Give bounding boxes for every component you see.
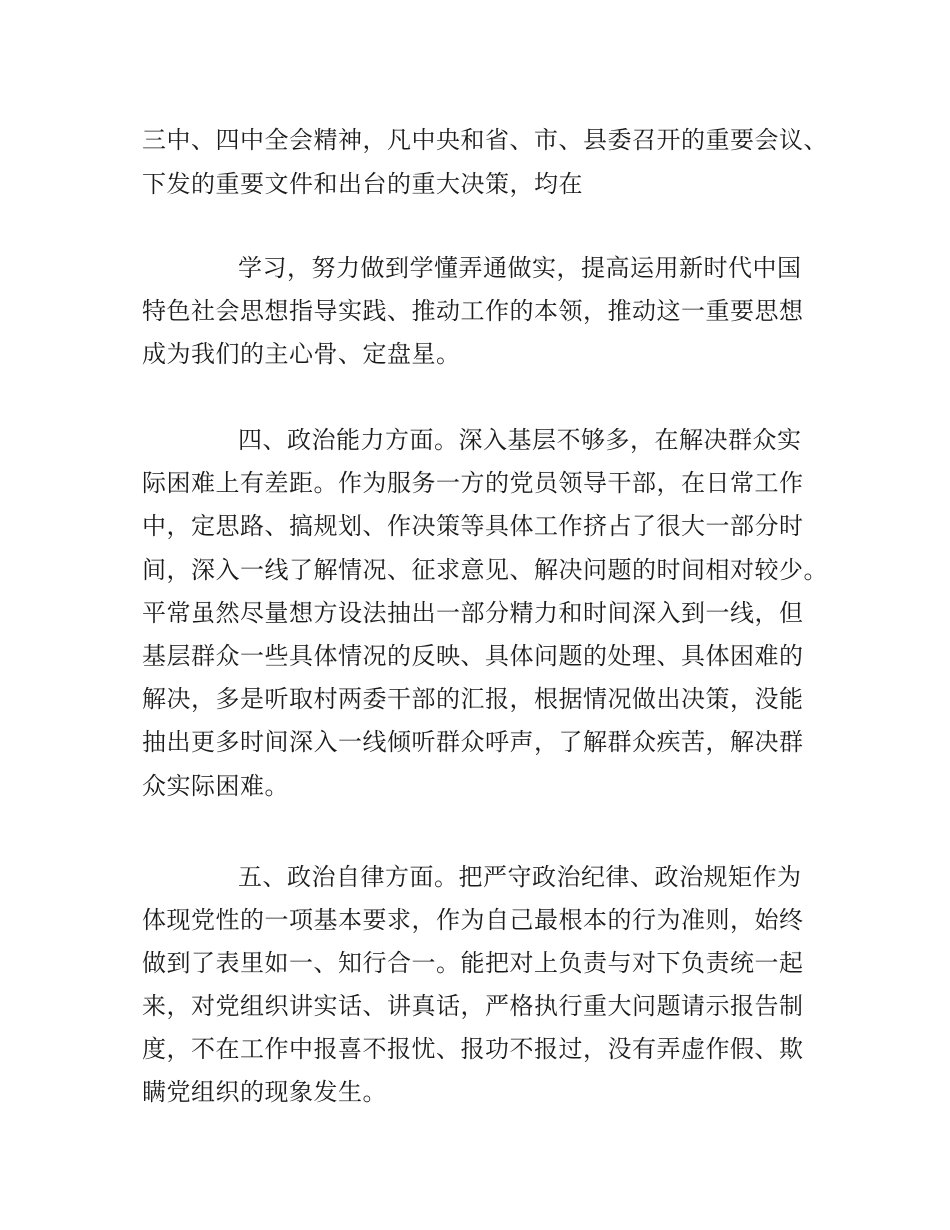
paragraph-3-line-4: 间，深入一线了解情况、征求意见、解决问题的时间相对较少。: [142, 556, 828, 584]
paragraph-2-line-2: 特色社会思想指导实践、推动工作的本领，推动这一重要思想: [142, 297, 804, 325]
paragraph-3-line-5: 平常虽然尽量想方设法抽出一部分精力和时间深入到一线，但: [142, 599, 804, 627]
paragraph-4-line-2: 体现党性的一项基本要求，作为自己最根本的行为准则，始终: [142, 906, 804, 934]
paragraph-4-line-3: 做到了表里如一、知行合一。能把对上负责与对下负责统一起: [142, 949, 804, 977]
paragraph-1-line-2: 下发的重要文件和出台的重大决策，均在: [142, 170, 583, 198]
paragraph-3-line-7: 解决，多是听取村两委干部的汇报，根据情况做出决策，没能: [142, 685, 804, 713]
paragraph-3-line-6: 基层群众一些具体情况的反映、具体问题的处理、具体困难的: [142, 642, 804, 670]
paragraph-3-line-2: 际困难上有差距。作为服务一方的党员领导干部，在日常工作: [142, 469, 804, 497]
paragraph-3-line-1: 四、政治能力方面。深入基层不够多，在解决群众实: [238, 426, 802, 454]
paragraph-3-line-9: 众实际困难。: [142, 772, 289, 800]
paragraph-2-line-3: 成为我们的主心骨、定盘星。: [142, 340, 461, 368]
paragraph-4-line-4: 来，对党组织讲实话、讲真话，严格执行重大问题请示报告制: [142, 992, 804, 1020]
paragraph-4-line-5: 度，不在工作中报喜不报忧、报功不报过，没有弄虚作假、欺: [142, 1035, 804, 1063]
paragraph-3-line-3: 中，定思路、搞规划、作决策等具体工作挤占了很大一部分时: [142, 512, 804, 540]
paragraph-4-line-1: 五、政治自律方面。把严守政治纪律、政治规矩作为: [238, 863, 802, 891]
paragraph-3-line-8: 抽出更多时间深入一线倾听群众呼声，了解群众疾苦，解决群: [142, 728, 804, 756]
paragraph-2-line-1: 学习，努力做到学懂弄通做实，提高运用新时代中国: [238, 254, 802, 282]
paragraph-4-line-6: 瞒党组织的现象发生。: [142, 1078, 387, 1106]
paragraph-1-line-1: 三中、四中全会精神，凡中央和省、市、县委召开的重要会议、: [142, 126, 828, 154]
